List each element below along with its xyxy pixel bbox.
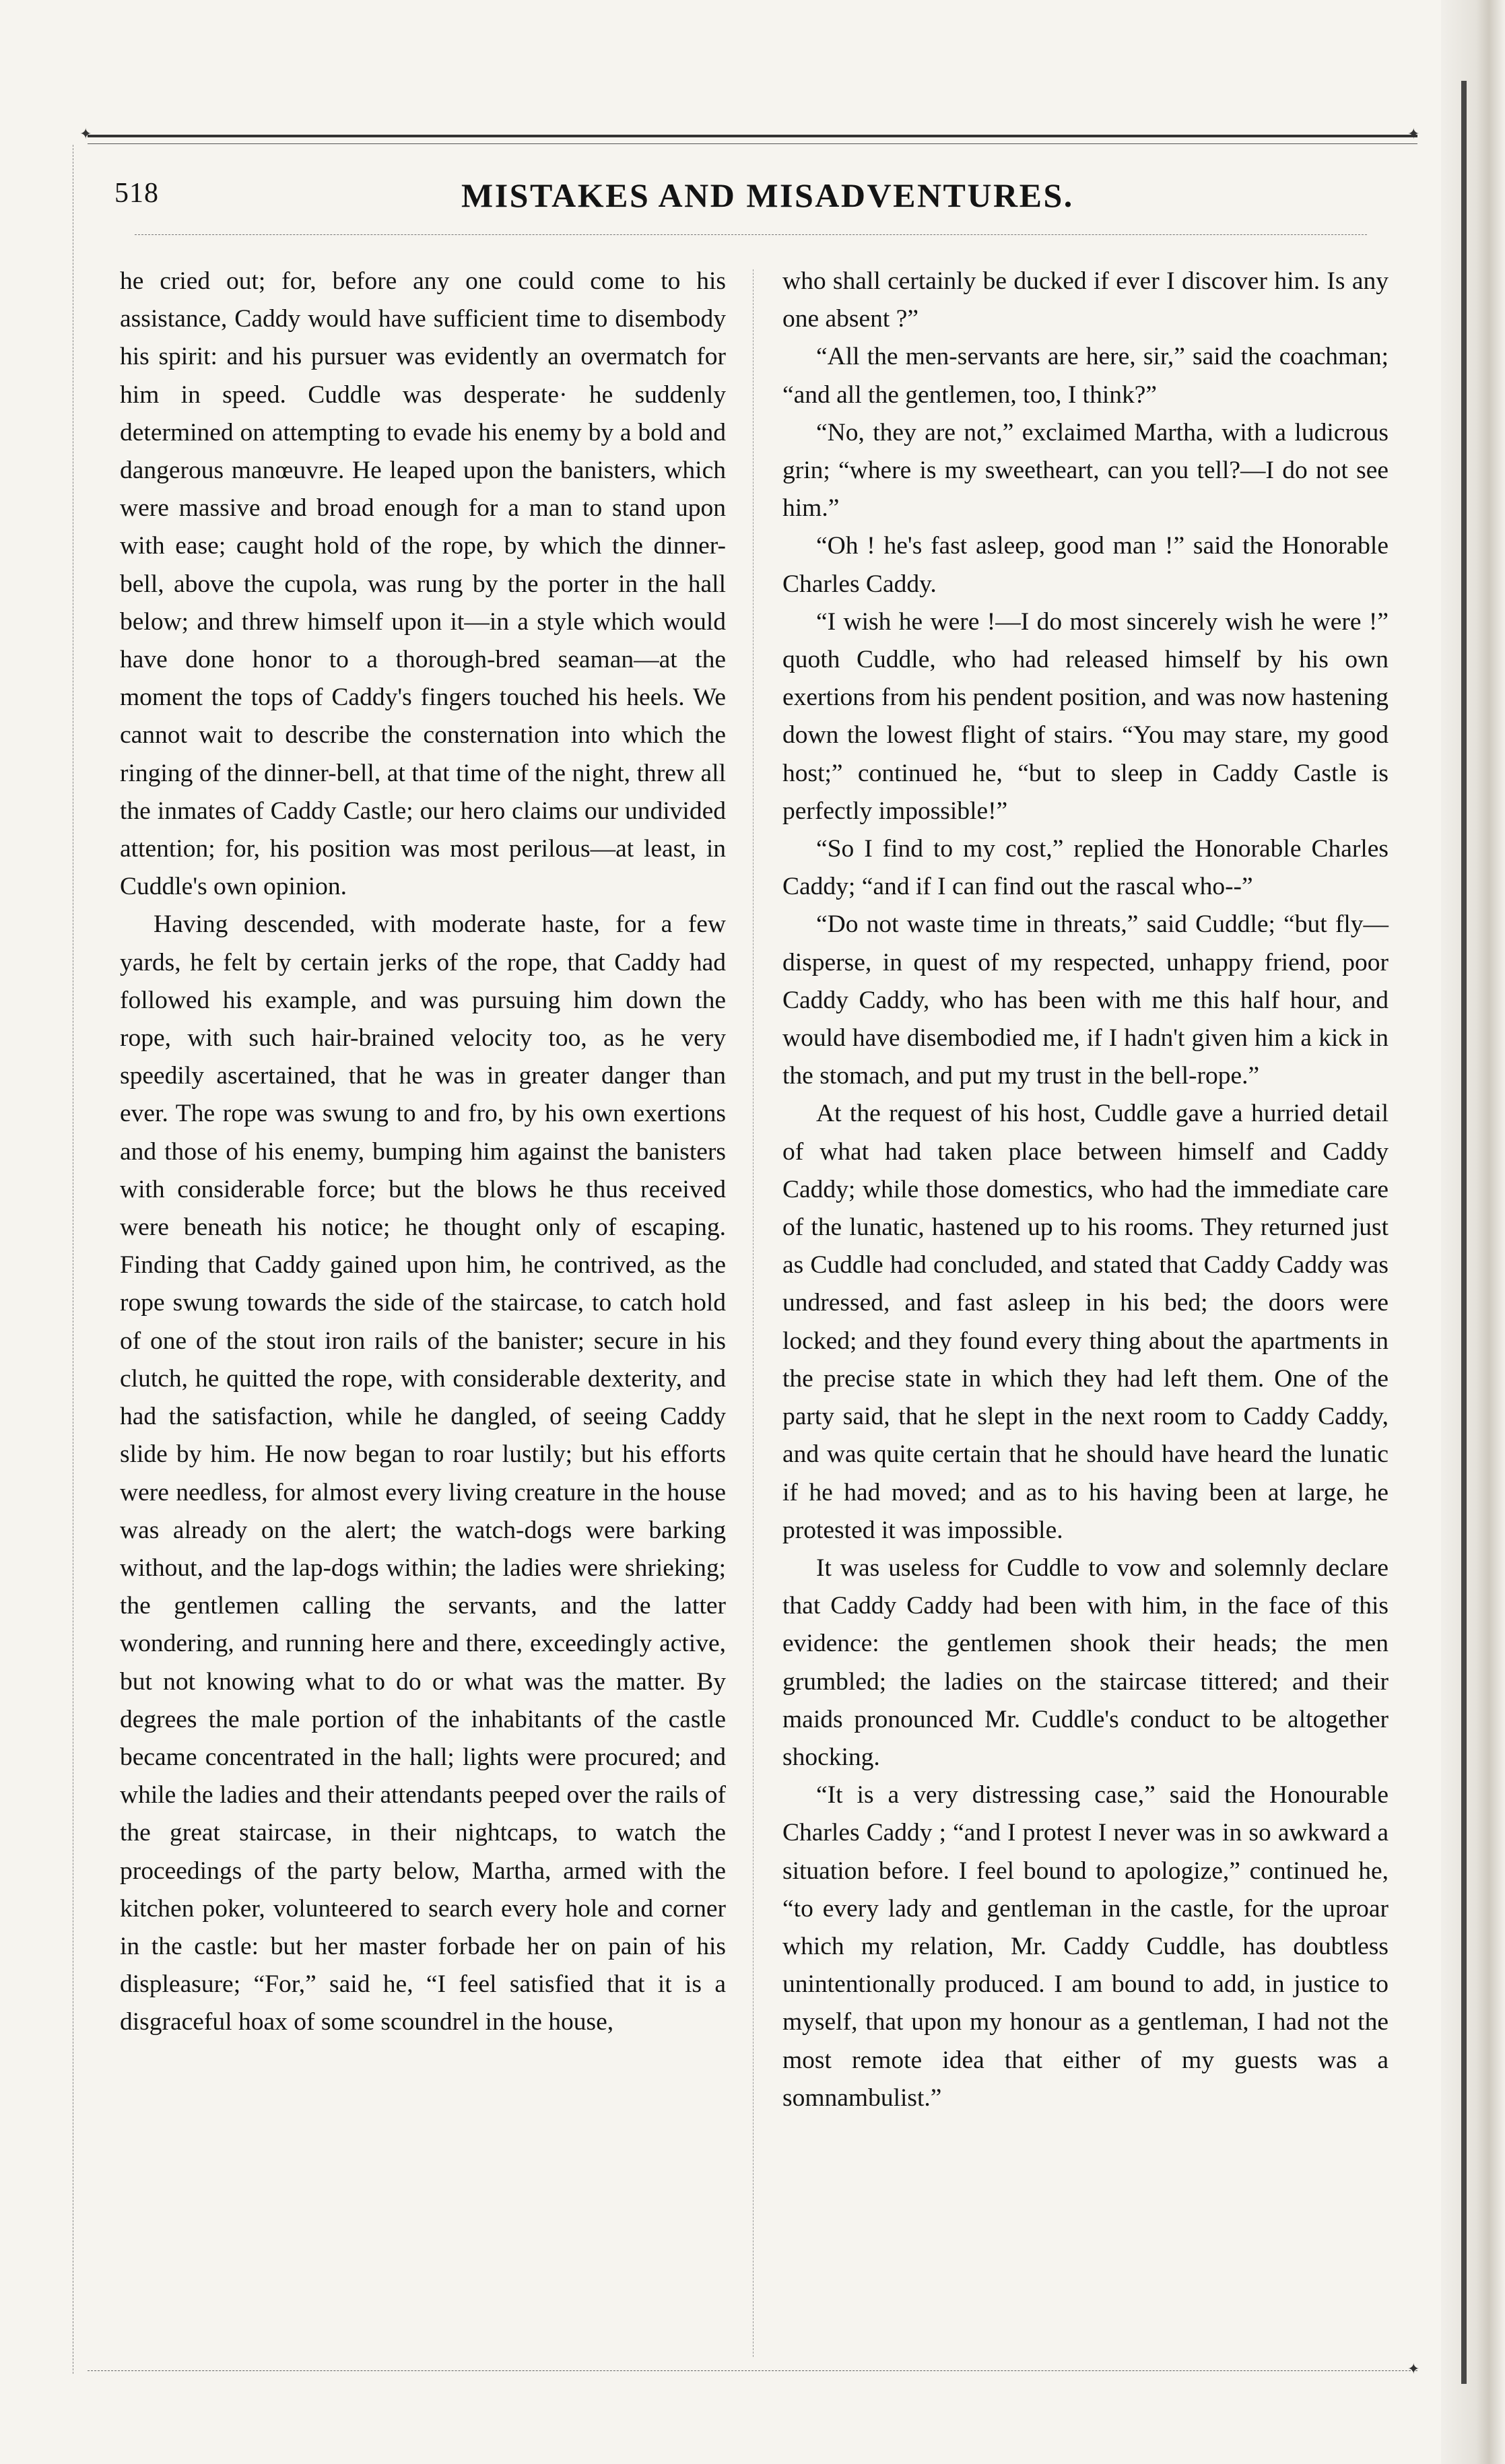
paragraph: “Do not waste time in threats,” said Cuddle; “but fly—disperse, in quest of my respected, unhappy friend, poor Caddy Caddy, who has been with me this half hour, and would have disembodied me, if I hadn't given him a kick in the stomach, and put my trust in the bell-rope.” [782,910,1389,1090]
page-edge-shadow [1441,0,1505,2464]
paragraph: “No, they are not,” exclaimed Martha, with a ludicrous grin; “where is my sweetheart, can you tell?—I do not see him.” [782,418,1389,523]
left-column [120,263,726,2042]
corner-ornament-bottom-right: ✦ [1407,2360,1420,2377]
top-border-rule-thin [88,143,1417,144]
paragraph: “It is a very distressing case,” said the Honourable Charles Caddy ; “and I protest I never was in so awkward a situation before. I feel bound to apologize,” continued he, “to every lady and gentleman in the castle, for the uproar which my relation, Mr. Caddy Cuddle, has doubtless unintentionally produced. I am bound to add, in justice to myself, that upon my honour as a gentleman, I had not the most remote idea that either of my guests was a somnambulist.” [782,1781,1389,2112]
top-border-rule [88,135,1417,137]
corner-ornament-top-right: ✦ [1407,125,1420,142]
paragraph: he cried out; for, before any one could come to his assistance, Caddy would have sufficient time to disembody his spirit: and his pursuer was evidently an overmatch for him in speed. Cuddle was desperate· he suddenly determined on attempting to evade his enemy by a bold and dangerous manœuvre. He leaped upon the banisters, which were massive and broad enough for a man to stand upon with ease; caught hold of the rope, by which the dinner-bell, above the cupola, was rung by the porter in the hall below; and threw himself upon it—in a style which would have done honor to a thorough-bred seaman—at the moment the tops of Caddy's fingers touched his heels. We cannot wait to describe the consternation into which the ringing of the dinner-bell, at that time of the night, threw all the inmates of Caddy Castle; our hero claims our undivided attention; for, his position was most perilous—at least, in Cuddle's own opinion. [120,267,726,901]
right-column [782,263,1389,2117]
page-number: 518 [114,178,159,209]
column-divider [753,269,754,2357]
paragraph: It was useless for Cuddle to vow and solemnly declare that Caddy Caddy had been with him, in the face of this evidence: the gentlemen shook their heads; the men grumbled; the ladies on the staircase tittered; and their maids pronounced Mr. Cuddle's conduct to be altogether shocking. [782,1554,1389,1771]
running-head: MISTAKES AND MISADVENTURES. [461,176,1074,214]
paragraph: “All the men-servants are here, sir,” said the coachman; “and all the gentlemen, too, I think?” [782,343,1389,409]
paragraph: “Oh ! he's fast asleep, good man !” said the Honorable Charles Caddy. [782,532,1389,598]
paragraph: “I wish he were !—I do most sincerely wish he were !” quoth Cuddle, who had released himself by his own exertions from his pendent position, and was now hastening down the lowest flight of stairs. “You may stare, my good host;” continued he, “but to sleep in Caddy Castle is perfectly impossible!” [782,607,1389,825]
paragraph: who shall certainly be ducked if ever I discover him. Is any one absent ?” [782,267,1389,333]
paragraph: Having descended, with moderate haste, for a few yards, he felt by certain jerks of the rope, that Caddy had followed his example, and was pursuing him down the rope, with such hair-brained velocity too, as he very speedily ascertained, that he was in greater danger than ever. The rope was swung to and fro, by his own exertions and those of his enemy, bumping him against the banisters with considerable force; but the blows he thus received were beneath his notice; he thought only of escaping. Finding that Caddy gained upon him, he contrived, as the rope swung towards the side of the staircase, to catch hold of one of the stout iron rails of the banister; secure in his clutch, he quitted the rope, with considerable dexterity, and had the satisfaction, while he dangled, of seeing Caddy slide by him. He now began to roar lustily; but his efforts were needless, for almost every living creature in the house was already on the alert; the watch-dogs were barking without, and the lap-dogs within; the ladies were shrieking; the gentlemen calling the servants, and the latter wondering, and running here and there, exceedingly active, but not knowing what to do or what was the matter. By degrees the male portion of the inhabitants of the castle became concentrated in the hall; lights were procured; and while the ladies and their attendants peeped over the rails of the great staircase, in their nightcaps, to watch the proceedings of the party below, Martha, armed with the kitchen poker, volunteered to search every hole and corner in the castle: but her master forbade her on pain of his displeasure; “For,” said he, “I feel satisfied that it is a disgraceful hoax of some scoundrel in the house, [120,910,726,2036]
page-header [88,172,1417,226]
corner-ornament-top-left: ✦ [79,125,92,142]
paragraph: At the request of his host, Cuddle gave a hurried detail of what had taken place between himself and Caddy Caddy; while those domestics, who had the immediate care of the lunatic, hastened up to his rooms. They returned just as Cuddle had concluded, and stated that Caddy Caddy was undressed, and fast asleep in his bed; the doors were locked; and they found every thing about the apartments in the precise state in which they had left them. One of the party said, that he slept in the next room to Caddy Caddy, and was quite certain that he should have heard the lunatic if he had moved; and as to his having been at large, he protested it was impossible. [782,1100,1389,1544]
bottom-border-rule [88,2370,1417,2371]
header-rule [135,234,1367,235]
binding-edge-line [1461,81,1467,2384]
paragraph: “So I find to my cost,” replied the Honorable Charles Caddy; “and if I can find out the rascal who--” [782,835,1389,901]
